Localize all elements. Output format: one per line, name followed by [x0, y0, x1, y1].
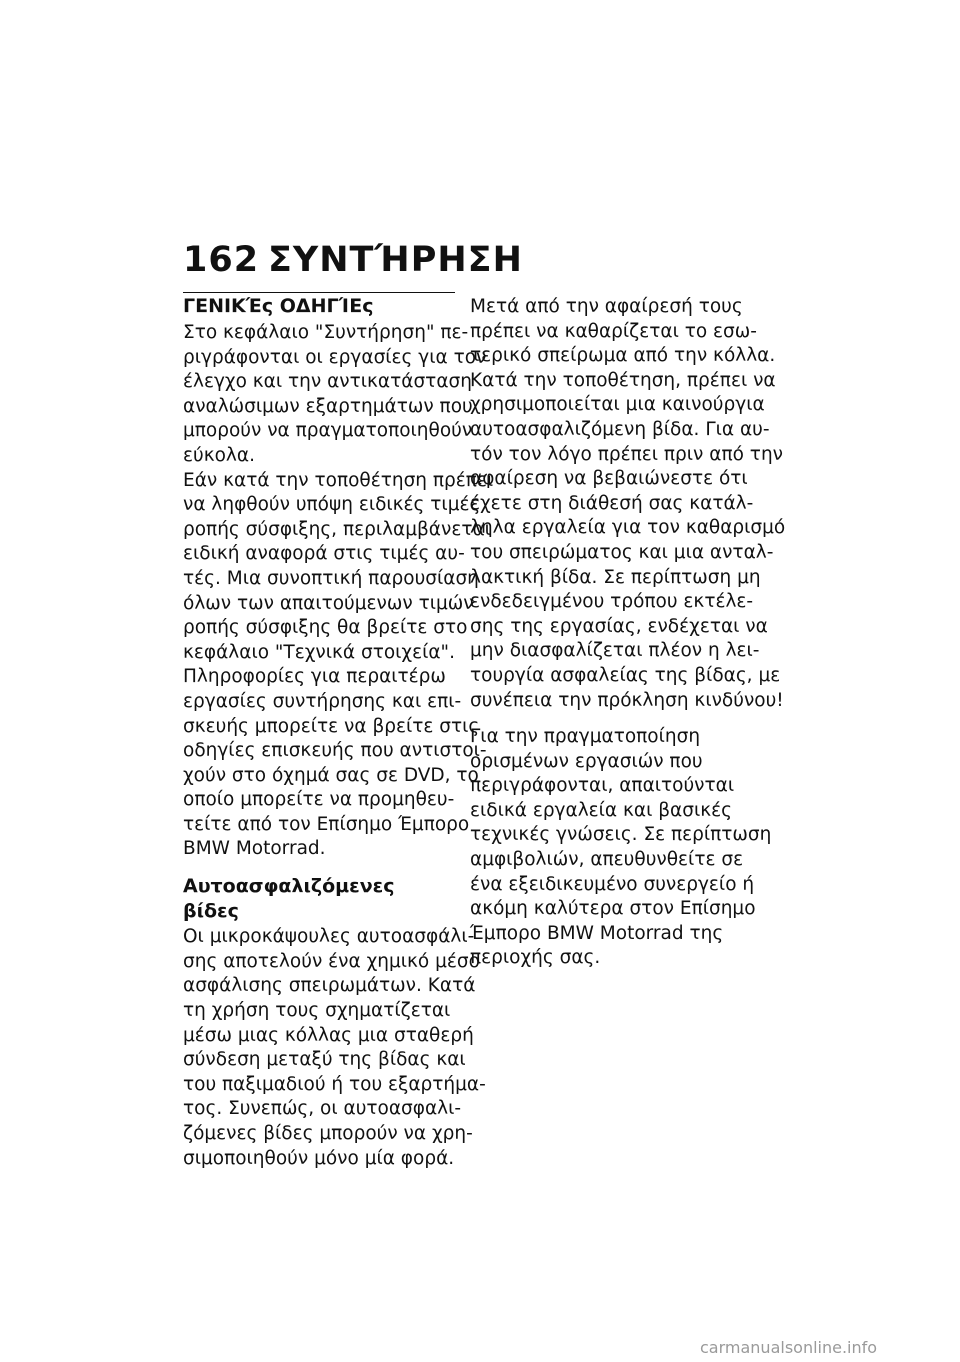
- text-line: πρέπει να καθαρίζεται το εσω-: [470, 320, 757, 342]
- text-line: ζόμενες βίδες μπορούν να χρη-: [183, 1123, 473, 1144]
- text-line: αυτοασφαλιζόμενη βίδα. Για αυ-: [470, 418, 770, 440]
- text-line: μέσω μιας κόλλας μια σταθερή: [183, 1024, 474, 1046]
- watermark-link[interactable]: carmanualsonline.info: [700, 1338, 878, 1357]
- text-line: τουργία ασφαλείας της βίδας, με: [470, 664, 781, 686]
- text-line: τη χρήση τους σχηματίζεται: [183, 1000, 451, 1022]
- text-line: αφαίρεση να βεβαιώνεστε ότι: [470, 468, 748, 490]
- text-line: Στο κεφάλαιο "Συντήρηση" πε-: [183, 322, 469, 343]
- text-line: χρησιμοποιείται μια καινούργια: [470, 394, 765, 416]
- page-number: 162: [183, 240, 260, 280]
- text-line: να ληφθούν υπόψη ειδικές τιμές: [183, 494, 481, 516]
- text-line: Πληροφορίες για περαιτέρω: [183, 666, 446, 688]
- text-line: συνέπεια την πρόκληση κινδύνου!: [470, 689, 784, 711]
- text-line: όλων των απαιτούμενων τιμών: [183, 592, 474, 614]
- text-line: Για την πραγματοποίηση: [470, 726, 701, 748]
- text-line: τείτε από τον Επίσημο Έμπορο: [183, 813, 470, 835]
- paragraph-intro: [183, 321, 487, 469]
- text-line: κεφάλαιο "Τεχνικά στοιχεία".: [183, 641, 455, 663]
- paragraph-removal-cleaning: [470, 295, 786, 713]
- text-line: σύνδεση μεταξύ της βίδας και: [183, 1049, 466, 1071]
- text-line: σης αποτελούν ένα χημικό μέσο: [183, 950, 480, 972]
- text-line: Μετά από την αφαίρεσή τους: [470, 296, 743, 317]
- text-line: τος. Συνεπώς, οι αυτοασφαλι-: [183, 1098, 462, 1120]
- paragraph-special-tools: [470, 725, 772, 971]
- text-line: οποίο μπορείτε να προμηθευ-: [183, 789, 455, 811]
- text-line: ασφάλισης σπειρωμάτων. Κατά: [183, 975, 476, 997]
- text-line: ενδεδειγμένου τρόπου εκτέλε-: [470, 591, 754, 613]
- text-line: του παξιμαδιού ή του εξαρτήμα-: [183, 1073, 486, 1095]
- left-column: [183, 292, 494, 1171]
- text-line: ροπής σύσφιξης, περιλαμβάνεται: [183, 518, 491, 540]
- section-heading-general: ΓΕΝΙΚΈς ΟΔΗΓΊΕς: [183, 292, 455, 321]
- text-line: τεχνικές γνώσεις. Σε περίπτωση: [470, 824, 772, 846]
- text-line: ληλα εργαλεία για τον καθαρισμό: [470, 517, 786, 539]
- text-line: σιμοποιηθούν μόνο μία φορά.: [183, 1147, 455, 1169]
- right-column: [470, 295, 786, 971]
- page-header: [183, 240, 523, 280]
- text-line: ειδική αναφορά στις τιμές αυ-: [183, 543, 465, 565]
- chapter-title: ΣΥΝΤΉΡΗΣΗ: [268, 240, 523, 280]
- text-line: έχετε στη διάθεσή σας κατάλ-: [470, 492, 754, 514]
- text-line: ριγράφονται οι εργασίες για τον: [183, 346, 487, 368]
- text-line: σης της εργασίας, ενδέχεται να: [470, 615, 768, 637]
- text-line: BMW Motorrad.: [183, 838, 326, 860]
- text-line: σκευής μπορείτε να βρείτε στις: [183, 715, 480, 737]
- text-line: ακόμη καλύτερα στον Επίσημο: [470, 898, 756, 920]
- section-heading-self-locking-screws: Αυτοασφαλιζόμενες βίδες: [183, 875, 395, 922]
- text-line: λακτική βίδα. Σε περίπτωση μη: [470, 566, 761, 588]
- text-line: Οι μικροκάψουλες αυτοασφάλι-: [183, 926, 475, 948]
- text-line: χούν στο όχημά σας σε DVD, το: [183, 764, 479, 786]
- text-line: μπορούν να πραγματοποιηθούν: [183, 420, 473, 442]
- text-line: τές. Μια συνοπτική παρουσίαση: [183, 567, 479, 589]
- text-line: του σπειρώματος και μια ανταλ-: [470, 541, 774, 563]
- spacer: [183, 862, 455, 874]
- text-line: μην διασφαλίζεται πλέον η λει-: [470, 640, 760, 662]
- text-line: περιοχής σας.: [470, 947, 601, 969]
- text-line: εργασίες συντήρησης και επι-: [183, 690, 462, 712]
- text-line: περιγράφονται, απαιτούνται: [470, 775, 735, 797]
- text-line: Έμπορο BMW Motorrad της: [470, 922, 724, 944]
- text-line: ροπής σύσφιξης θα βρείτε στο: [183, 617, 468, 639]
- text-line: Εάν κατά την τοποθέτηση πρέπει: [183, 469, 494, 491]
- paragraph-repair-info: [183, 665, 487, 862]
- text-line: ορισμένων εργασιών που: [470, 750, 703, 772]
- text-line: αναλώσιμων εξαρτημάτων που: [183, 395, 473, 417]
- text-line: Κατά την τοποθέτηση, πρέπει να: [470, 369, 776, 391]
- spacer: [470, 713, 742, 725]
- paragraph-torque: [183, 469, 494, 666]
- text-line: τόν τον λόγο πρέπει πριν από την: [470, 443, 784, 465]
- text-line: ένα εξειδικευμένο συνεργείο ή: [470, 873, 755, 895]
- text-line: τερικό σπείρωμα από την κόλλα.: [470, 345, 776, 367]
- text-line: αμφιβολιών, απευθυνθείτε σε: [470, 849, 744, 871]
- text-line: οδηγίες επισκευής που αντιστοι-: [183, 740, 487, 762]
- paragraph-microcapsules: [183, 925, 486, 1171]
- text-line: εύκολα.: [183, 444, 255, 466]
- text-line: έλεγχο και την αντικατάσταση: [183, 371, 472, 393]
- text-line: ειδικά εργαλεία και βασικές: [470, 799, 732, 821]
